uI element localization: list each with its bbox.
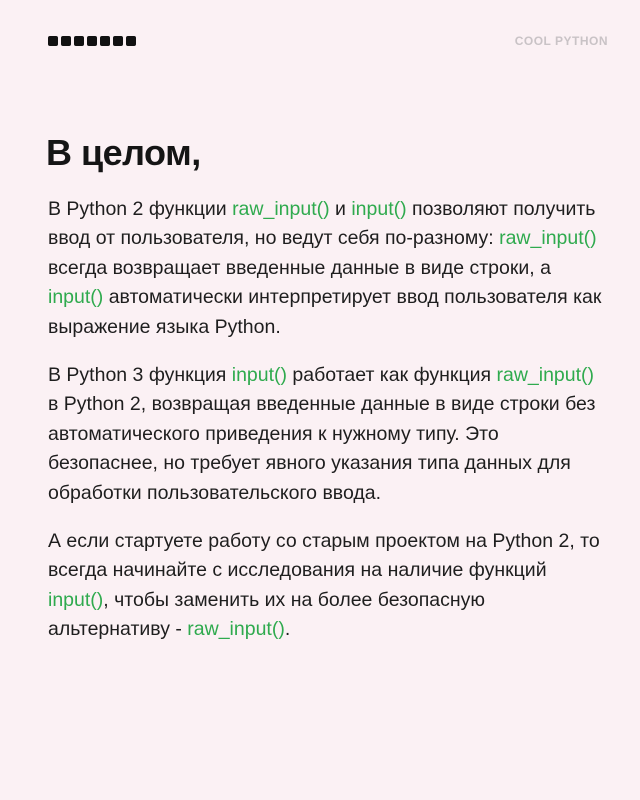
- text-segment: автоматически интерпретирует ввод пользователя как выражение языка Python.: [48, 286, 602, 338]
- brand-label: COOL PYTHON: [514, 34, 608, 48]
- paragraph: [48, 195, 608, 342]
- dot-icon: [87, 36, 97, 46]
- paragraph: [48, 527, 608, 645]
- code-snippet: input(): [48, 588, 104, 611]
- text-segment: .: [284, 618, 291, 641]
- text-segment: позволяют получить ввод от пользователя, но ведут себя по-разному:: [48, 198, 596, 250]
- top-bar: [0, 0, 640, 80]
- dot-icon: [48, 36, 58, 46]
- text-segment: , чтобы заменить их на более безопасную альтернативу -: [48, 588, 486, 641]
- code-snippet: input(): [48, 286, 104, 309]
- dots-indicator: [48, 36, 136, 46]
- paragraph: [48, 361, 608, 508]
- code-snippet: raw_input(): [187, 618, 285, 641]
- text-segment: в Python 2, возвращая введенные данные в виде строки без автоматического приведения к нужному типу. Это безопаснее, но требует явного указания типа данных для обработки пользовательского ввода.: [48, 393, 596, 504]
- page-title: В целом,: [46, 132, 201, 173]
- text-segment: А если стартуете работу со старым проектом на Python 2, то всегда начинайте с исследования на наличие функций: [48, 530, 600, 582]
- code-snippet: input(): [351, 198, 407, 220]
- text-segment: работает как функция: [287, 364, 497, 387]
- text-segment: всегда возвращает введенные данные в виде строки, а: [48, 256, 551, 279]
- code-snippet: raw_input(): [496, 364, 595, 387]
- dot-icon: [100, 36, 110, 46]
- dot-icon: [61, 36, 71, 46]
- text-segment: В Python 3 функция: [48, 364, 232, 387]
- code-snippet: raw_input(): [499, 227, 597, 250]
- article-body: [48, 195, 608, 664]
- code-snippet: input(): [231, 364, 288, 387]
- code-snippet: raw_input(): [232, 198, 330, 220]
- dot-icon: [113, 36, 123, 46]
- text-segment: В Python 2 функции: [48, 198, 233, 220]
- text-segment: и: [329, 198, 352, 220]
- dot-icon: [74, 36, 84, 46]
- dot-icon: [126, 36, 136, 46]
